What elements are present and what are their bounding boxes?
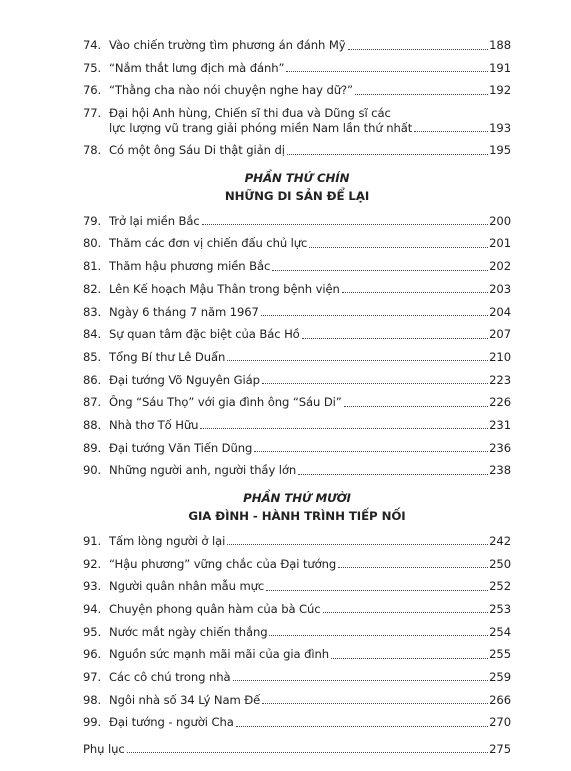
entry-number: 98. [83, 692, 102, 707]
entry-title: Tổng Bí thư Lê Duẩn [109, 349, 226, 364]
dot-leader [262, 703, 488, 704]
entry-number: 79. [83, 213, 102, 228]
dot-leader [414, 131, 488, 132]
entry-page: 255 [489, 647, 511, 662]
toc-entry[interactable] [83, 106, 511, 135]
entry-page: 270 [489, 715, 511, 730]
dot-leader [323, 612, 489, 613]
dot-leader [262, 383, 488, 384]
entry-number: 80. [83, 236, 102, 251]
dot-leader [309, 247, 488, 248]
entry-page: 200 [489, 213, 511, 228]
entry-number: 81. [83, 259, 102, 274]
entry-number: 95. [83, 624, 102, 639]
toc-entry[interactable] [83, 305, 511, 320]
entry-title: Tấm lòng người ở lại [109, 533, 226, 548]
dot-leader [338, 567, 488, 568]
toc-entry[interactable] [83, 61, 511, 76]
entry-page: 253 [489, 601, 511, 616]
toc-entry[interactable] [83, 373, 511, 388]
dot-leader [266, 590, 488, 591]
dot-leader [342, 292, 488, 293]
toc-section [83, 38, 511, 158]
entry-title: Đại tướng - người Cha [109, 715, 234, 730]
toc-entry[interactable] [83, 602, 511, 617]
entry-page: 191 [489, 60, 511, 75]
toc-entry[interactable] [83, 38, 511, 53]
entry-page: 188 [489, 38, 511, 52]
toc-entry[interactable] [83, 670, 511, 685]
entry-number: 85. [83, 349, 102, 364]
toc-entry[interactable] [83, 441, 511, 456]
entry-title: Sự quan tâm đặc biệt của Bác Hồ [109, 327, 300, 342]
entry-number: 74. [83, 38, 102, 52]
entry-page: 250 [489, 556, 511, 571]
entry-number: 77. [83, 106, 102, 121]
entry-page: 242 [489, 533, 511, 548]
entry-title: “Hậu phương” vững chắc của Đại tướng [109, 556, 337, 571]
entry-number: 84. [83, 327, 102, 342]
toc-entry[interactable] [83, 214, 511, 229]
section-heading [83, 169, 511, 205]
appendix-title: Phụ lục [83, 741, 125, 756]
dot-leader [272, 270, 488, 271]
dot-leader [355, 94, 488, 95]
entry-number: 88. [83, 417, 102, 432]
section-title: GIA ĐÌNH - HÀNH TRÌNH TIẾP NỐI [188, 508, 406, 523]
entry-title: Đại tướng Võ Nguyên Giáp [109, 372, 260, 387]
entry-number: 78. [83, 143, 102, 158]
dot-leader [287, 154, 488, 155]
entry-page: 207 [489, 327, 511, 342]
dot-leader [127, 752, 489, 753]
entry-title: Người quân nhân mẫu mực [109, 579, 265, 594]
dot-leader [227, 360, 488, 361]
entry-title: Trở lại miền Bắc [109, 213, 200, 228]
toc-entry[interactable] [83, 418, 511, 433]
toc-entry[interactable] [83, 693, 511, 708]
entry-page: 236 [489, 440, 511, 455]
entry-page: 254 [489, 624, 511, 639]
dot-leader [269, 635, 488, 636]
entry-title: Lên Kế hoạch Mậu Thân trong bệnh viện [109, 281, 340, 296]
dot-leader [302, 338, 488, 339]
entry-title: Nguồn sức mạnh mãi mãi của gia đình [109, 647, 330, 662]
entry-title: Ông “Sáu Thọ” với gia đình ông “Sáu Di” [109, 395, 342, 410]
dot-leader [233, 680, 489, 681]
toc-entry[interactable] [83, 647, 511, 662]
entry-title: Nhà thơ Tố Hữu [109, 417, 199, 432]
entry-page: 238 [489, 463, 511, 478]
table-of-contents [83, 38, 511, 756]
entry-number: 91. [83, 533, 102, 548]
entry-number: 89. [83, 440, 102, 455]
toc-entry[interactable] [83, 557, 511, 572]
dot-leader [298, 474, 488, 475]
entry-title: Có một ông Sáu Di thật giản dị [109, 143, 285, 158]
toc-entry[interactable] [83, 463, 511, 478]
dot-leader [286, 71, 488, 72]
toc-entry[interactable] [83, 395, 511, 410]
entry-number: 75. [83, 60, 102, 75]
entry-page: 266 [489, 692, 511, 707]
entry-page: 210 [489, 349, 511, 364]
entry-title: Nước mắt ngày chiến thắng [109, 624, 268, 639]
entry-page: 192 [489, 83, 511, 98]
entry-page: 202 [489, 259, 511, 274]
section-part-label: PHẦN THỨ CHÍN [244, 170, 350, 185]
entry-page: 193 [489, 120, 511, 135]
toc-entry[interactable] [83, 350, 511, 365]
dot-leader [344, 406, 488, 407]
entry-title: Những người anh, người thầy lớn [109, 463, 297, 478]
toc-entry[interactable] [83, 579, 511, 594]
dot-leader [348, 49, 489, 50]
entry-number: 99. [83, 715, 102, 730]
entry-title-line1: Đại hội Anh hùng, Chiến sĩ thi đua và Dũng sĩ các [109, 106, 391, 121]
toc-entry[interactable] [83, 534, 511, 549]
entry-number: 87. [83, 395, 102, 410]
entry-page: 203 [489, 281, 511, 296]
toc-entry[interactable] [83, 236, 511, 251]
toc-section [83, 534, 511, 730]
entry-page: 259 [489, 669, 511, 684]
dot-leader [254, 451, 488, 452]
toc-entry[interactable] [83, 282, 511, 297]
entry-number: 90. [83, 463, 102, 478]
entry-number: 83. [83, 304, 102, 319]
entry-number: 92. [83, 556, 102, 571]
entry-title: Vào chiến trường tìm phương án đánh Mỹ [109, 38, 346, 52]
entry-title: “Nắm thắt lưng địch mà đánh” [109, 60, 285, 75]
entry-number: 76. [83, 83, 102, 98]
toc-entry[interactable] [83, 625, 511, 640]
dot-leader [200, 428, 488, 429]
entry-page: 204 [489, 304, 511, 319]
entry-title: Chuyện phong quân hàm của bà Cúc [109, 601, 321, 616]
entry-title: Ngôi nhà số 34 Lý Nam Đế [109, 692, 261, 707]
entry-title: Đại tướng Văn Tiến Dũng [109, 440, 253, 455]
entry-number: 82. [83, 281, 102, 296]
toc-entry[interactable] [83, 83, 511, 98]
dot-leader [227, 544, 488, 545]
dot-leader [202, 224, 488, 225]
entry-number: 86. [83, 372, 102, 387]
toc-appendix-entry[interactable] [83, 742, 511, 757]
entry-number: 94. [83, 601, 102, 616]
entry-number: 93. [83, 579, 102, 594]
entry-page: 195 [489, 143, 511, 158]
section-heading [83, 489, 511, 525]
toc-entry[interactable] [83, 715, 511, 730]
entry-title: “Thằng cha nào nói chuyện nghe hay dữ?” [109, 83, 353, 98]
entry-page: 226 [489, 395, 511, 410]
dot-leader [331, 658, 488, 659]
entry-number: 97. [83, 669, 102, 684]
entry-title: Thăm các đơn vị chiến đấu chủ lực [109, 236, 308, 251]
entry-page: 201 [489, 236, 511, 251]
toc-entry[interactable] [83, 259, 511, 274]
toc-entry[interactable] [83, 143, 511, 158]
entry-number: 96. [83, 647, 102, 662]
toc-entry[interactable] [83, 327, 511, 342]
entry-title: Ngày 6 tháng 7 năm 1967 [109, 304, 259, 319]
entry-page: 231 [489, 417, 511, 432]
dot-leader [236, 726, 488, 727]
section-part-label: PHẦN THỨ MƯỜI [243, 490, 351, 505]
toc-section [83, 214, 511, 478]
entry-page: 223 [489, 372, 511, 387]
entry-title: Thăm hậu phương miền Bắc [109, 259, 271, 274]
section-title: NHỮNG DI SẢN ĐỂ LẠI [224, 188, 370, 203]
dot-leader [261, 315, 488, 316]
entry-page: 252 [489, 579, 511, 594]
entry-title: lực lượng vũ trang giải phóng miền Nam lần thứ nhất [109, 120, 413, 135]
entry-title: Các cô chú trong nhà [109, 669, 231, 684]
appendix-page: 275 [489, 741, 511, 756]
